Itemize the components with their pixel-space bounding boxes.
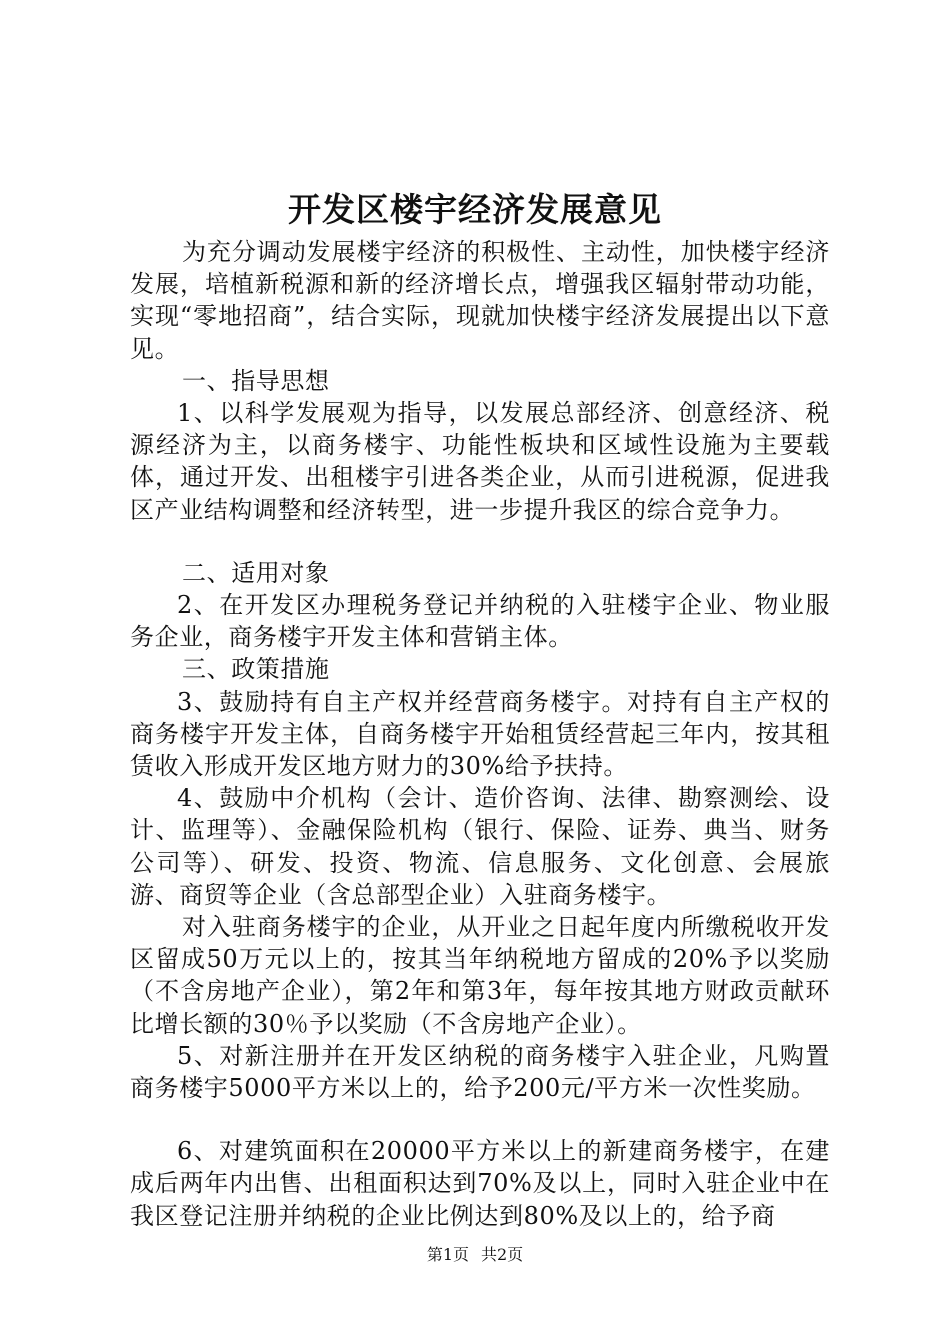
document-body xyxy=(130,236,830,1232)
item-1-paragraph: 1、以科学发展观为指导，以发展总部经济、创意经济、税源经济为主，以商务楼宇、功能性板块和区域性设施为主要载体，通过开发、出租楼宇引进各类企业，从而引进税源，促进我区产业结构调整和经济转型，进一步提升我区的综合竞争力。 xyxy=(130,399,830,524)
paragraph-gap xyxy=(130,1104,830,1135)
item-2-paragraph: 2、在开发区办理税务登记并纳税的入驻楼宇企业、物业服务企业，商务楼宇开发主体和营销主体。 xyxy=(130,591,830,652)
item-4-paragraph: 4、鼓励中介机构（会计、造价咨询、法律、勘察测绘、设计、监理等）、金融保险机构（银行、保险、证券、典当、财务公司等）、研发、投资、物流、信息服务、文化创意、会展旅游、商贸等企业（含总部型企业）入驻商务楼宇。 xyxy=(130,784,830,909)
section-heading-guiding-ideology: 一、指导思想 xyxy=(182,366,330,395)
page-footer xyxy=(0,1244,950,1266)
item-5-paragraph: 5、对新注册并在开发区纳税的商务楼宇入驻企业，凡购置商务楼宇5000平方米以上的，给予200元/平方米一次性奖励。 xyxy=(130,1041,830,1103)
paragraph-gap xyxy=(130,526,830,557)
item-6-paragraph: 6、对建筑面积在20000平方米以上的新建商务楼宇，在建成后两年内出售、出租面积达到70%及以上，同时入驻企业中在我区登记注册并纳税的企业比例达到80%及以上的，给予商 xyxy=(130,1137,830,1230)
item-3-paragraph: 3、鼓励持有自主产权并经营商务楼宇。对持有自主产权的商务楼宇开发主体，自商务楼宇开始租赁经营起三年内，按其租赁收入形成开发区地方财力的30%给予扶持。 xyxy=(130,687,830,781)
section-heading-applicable-objects: 二、适用对象 xyxy=(182,558,330,587)
document-title: 开发区楼宇经济发展意见 xyxy=(288,190,662,229)
section-heading-policy-measures: 三、政策措施 xyxy=(182,655,330,684)
page-number-total: 共2页 xyxy=(481,1245,524,1264)
intro-paragraph: 为充分调动发展楼宇经济的积极性、主动性，加快楼宇经济发展，培植新税源和新的经济增长点，增强我区辐射带动功能，实现“零地招商”，结合实际，现就加快楼宇经济发展提出以下意见。 xyxy=(130,238,830,363)
page-number-current: 第1页 xyxy=(426,1245,469,1264)
item-4-detail-paragraph: 对入驻商务楼宇的企业，从开业之日起年度内所缴税收开发区留成50万元以上的，按其当年纳税地方留成的20%予以奖励（不含房地产企业），第2年和第3年，每年按其地方财政贡献环比增长额的30％予以奖励（不含房地产企业）。 xyxy=(130,913,830,1038)
